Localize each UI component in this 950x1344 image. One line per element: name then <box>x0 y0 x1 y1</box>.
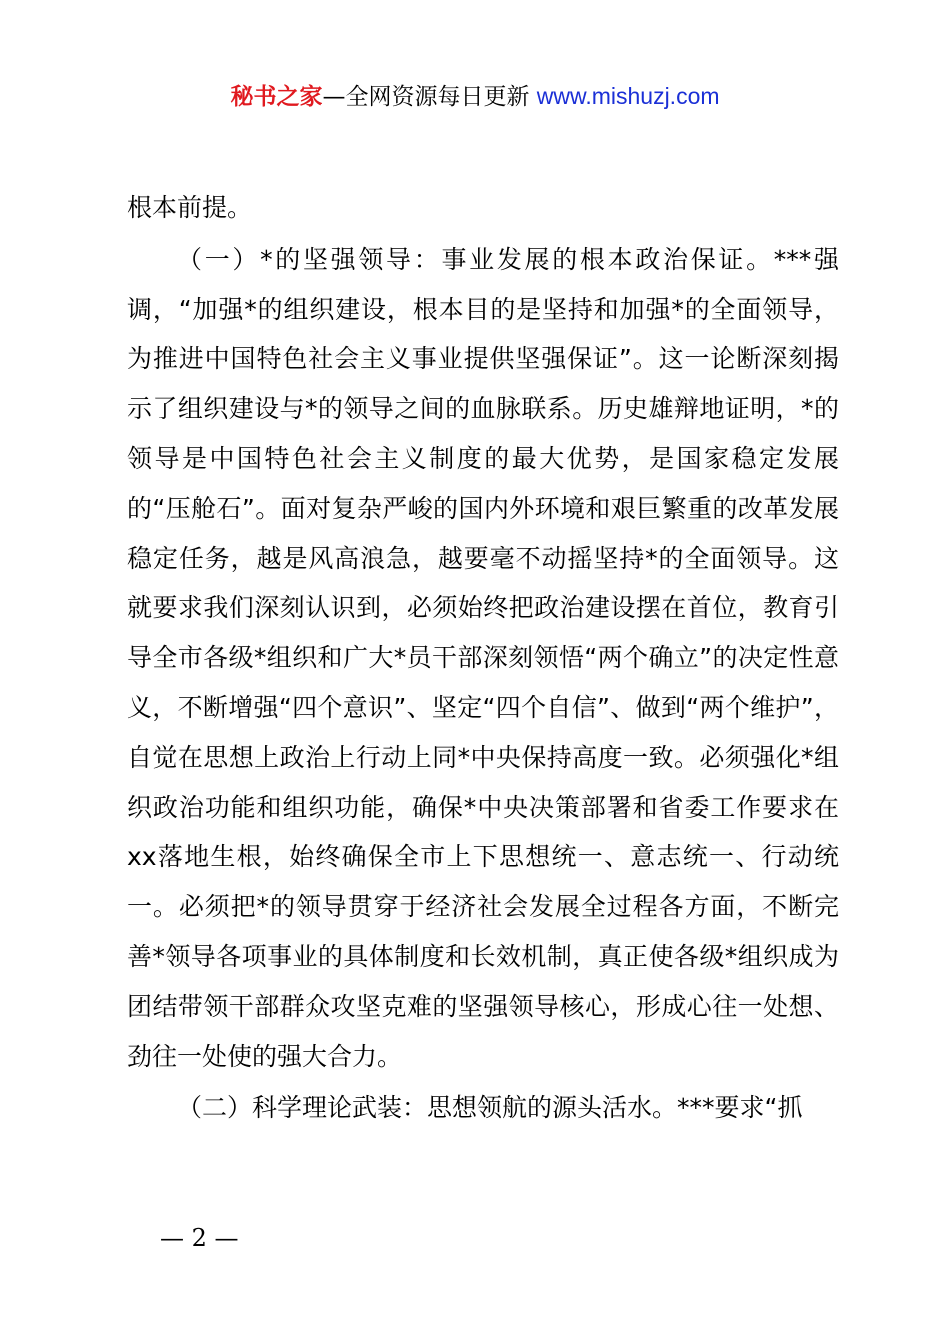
site-header <box>0 80 950 113</box>
paragraph-continuation: 根本前提。 <box>127 193 253 222</box>
page-number: — 2 — <box>160 1224 239 1252</box>
paragraph-section-two: （二）科学理论武装：思想领航的源头活水。***要求“抓 <box>177 1093 803 1123</box>
site-tagline: —全网资源每日更新 <box>322 84 537 110</box>
document-body <box>127 183 839 1133</box>
site-brand: 秘书之家 <box>230 84 323 110</box>
site-url-link[interactable]: www.mishuzj.com <box>536 83 720 109</box>
paragraph-section-one: （一）*的坚强领导：事业发展的根本政治保证。***强调，“加强*的组织建设，根本目的是坚持和加强*的全面领导，为推进中国特色社会主义事业提供坚强保证”。这一论断深刻揭示了组织建设与*的领导之间的血脉联系。历史雄辩地证明，*的领导是中国特色社会主义制度的最大优势，是国家稳定发展的“压舱石”。面对复杂严峻的国内外环境和艰巨繁重的改革发展稳定任务，越是风高浪急，越要毫不动摇坚持*的全面领导。这就要求我们深刻认识到，必须始终把政治建设摆在首位，教育引导全市各级*组织和广大*员干部深刻领悟“两个确立”的决定性意义，不断增强“四个意识”、坚定“四个自信”、做到“两个维护”，自觉在思想上政治上行动上同*中央保持高度一致。必须强化*组织政治功能和组织功能，确保*中央决策部署和省委工作要求在xx落地生根，始终确保全市上下思想统一、意志统一、行动统一。必须把*的领导贯穿于经济社会发展全过程各方面，不断完善*领导各项事业的具体制度和长效机制，真正使各级*组织成为团结带领干部群众攻坚克难的坚强领导核心，形成心往一处想、劲往一处使的强大合力。 <box>127 244 839 1071</box>
